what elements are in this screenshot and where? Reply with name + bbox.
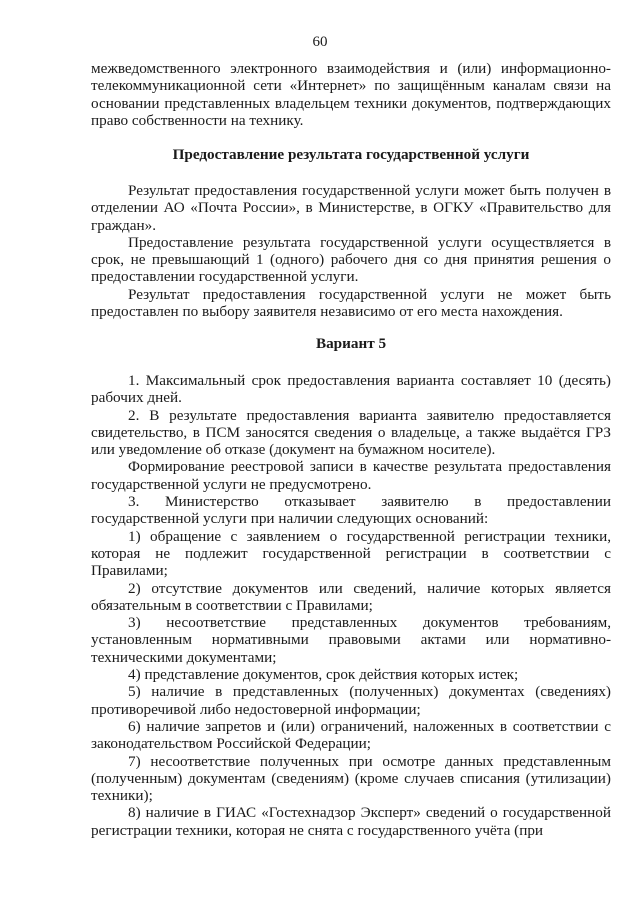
variant-section-heading: Вариант 5	[315, 335, 387, 352]
paragraph: 3. Министерство отказывает заявителю в предоставлении государственной услуги при наличии следующих оснований:	[91, 493, 611, 528]
list-item: 5) наличие в представленных (полученных) документах (сведениях) противоречивой либо недостоверной информации;	[91, 683, 611, 718]
list-item: 1) обращение с заявлением о государственной регистрации техники, которая не подлежит государственной регистрации в соответствии с Правилами;	[91, 527, 611, 580]
result-heading-block	[91, 146, 611, 163]
variant-heading-block	[91, 335, 611, 352]
result-section	[91, 182, 611, 320]
list-item: 6) наличие запретов и (или) ограничений, наложенных в соответствии с законодательством Российской Федерации;	[91, 717, 611, 753]
intro-block	[91, 60, 611, 129]
paragraph: Формирование реестровой записи в качестве результата предоставления государственной услуги не предусмотрено.	[91, 458, 611, 493]
paragraph: Результат предоставления государственной услуги не может быть предоставлен по выбору заявителя независимо от его места нахождения.	[91, 285, 611, 321]
variant-section	[91, 372, 611, 839]
list-item: 4) представление документов, срок действия которых истек;	[128, 666, 519, 684]
list-item: 2) отсутствие документов или сведений, наличие которых является обязательным в соответствии с Правилами;	[91, 579, 611, 614]
paragraph: Результат предоставления государственной услуги может быть получен в отделении АО «Почта России», в Министерстве, в ОГКУ «Правительство для граждан».	[91, 182, 611, 234]
list-item: 8) наличие в ГИАС «Гостехнадзор Эксперт» сведений о государственной регистрации техники, которая не снята с государственного учёта (при	[91, 804, 611, 839]
paragraph: Предоставление результата государственной услуги осуществляется в срок, не превышающий 1 (одного) рабочего дня со дня принятия решения о предоставлении государственной услуги.	[91, 233, 611, 286]
paragraph: 1. Максимальный срок предоставления варианта составляет 10 (десять) рабочих дней.	[91, 372, 611, 407]
page-number: 60	[312, 34, 328, 50]
result-section-heading: Предоставление результата государственной услуги	[172, 146, 530, 163]
intro-paragraph: межведомственного электронного взаимодействия и (или) информационно-телекоммуникационной сети «Интернет» по защищённым каналам связи на основании представленных владельцем техники документов, подтверждающих право собственности на технику.	[91, 60, 611, 129]
list-item: 3) несоответствие представленных документов требованиям, установленным нормативными правовыми актами или нормативно-техническими документами;	[91, 614, 611, 666]
list-item: 7) несоответствие полученных при осмотре данных представленным (полученным) документам (сведениям) (кроме случаев списания (утилизации) техники);	[91, 752, 611, 805]
paragraph: 2. В результате предоставления варианта заявителю предоставляется свидетельство, в ПСМ заносятся сведения о владельце, а также выдаётся ГРЗ или уведомление об отказе (документ на бумажном носителе).	[91, 406, 611, 459]
